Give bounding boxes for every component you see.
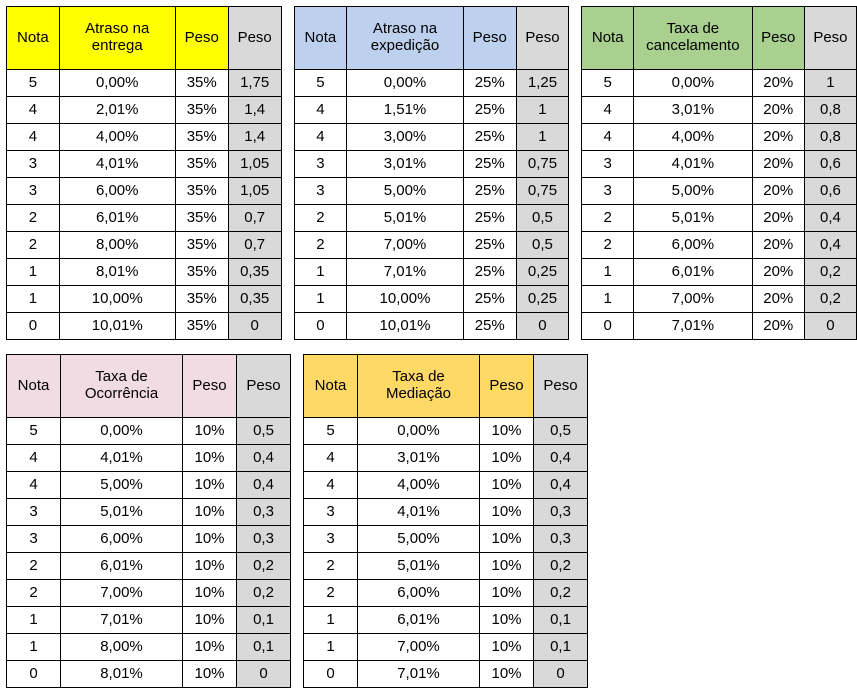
table-row-group-bottom	[6, 354, 857, 688]
cell-peso: 20%	[752, 313, 804, 340]
cell-peso: 20%	[752, 259, 804, 286]
table-taxa-de-cancelamento	[581, 6, 857, 340]
cell-nota: 0	[582, 313, 634, 340]
cell-metric: 2,01%	[59, 97, 175, 124]
table-row	[304, 472, 588, 499]
cell-nota: 4	[582, 124, 634, 151]
cell-peso: 10%	[183, 499, 237, 526]
cell-nota: 5	[304, 418, 358, 445]
cell-peso: 20%	[752, 151, 804, 178]
table-row	[304, 526, 588, 553]
cell-peso-calc: 0,3	[534, 499, 588, 526]
table-row	[7, 232, 282, 259]
cell-peso: 10%	[480, 445, 534, 472]
column-header-nota: Nota	[582, 7, 634, 70]
cell-metric: 7,00%	[347, 232, 464, 259]
cell-peso: 10%	[480, 661, 534, 688]
table-header-row	[7, 355, 291, 418]
cell-peso: 35%	[175, 205, 228, 232]
cell-peso: 10%	[480, 418, 534, 445]
cell-peso-calc: 0,5	[516, 205, 569, 232]
cell-nota: 4	[294, 124, 346, 151]
column-header-peso: Peso	[480, 355, 534, 418]
cell-nota: 4	[7, 472, 61, 499]
cell-metric: 7,00%	[61, 580, 183, 607]
cell-peso-calc: 1,25	[516, 70, 569, 97]
cell-peso-calc: 0,1	[237, 607, 291, 634]
cell-metric: 6,00%	[634, 232, 753, 259]
cell-metric: 10,00%	[59, 286, 175, 313]
table-row	[7, 259, 282, 286]
table-row	[304, 418, 588, 445]
cell-peso-calc: 1	[804, 70, 856, 97]
table-header-row	[7, 7, 282, 70]
cell-peso-calc: 0,25	[516, 286, 569, 313]
table-row	[294, 97, 569, 124]
cell-nota: 0	[7, 661, 61, 688]
table-row	[7, 151, 282, 178]
table-row	[294, 259, 569, 286]
cell-nota: 4	[304, 472, 358, 499]
table-row	[7, 418, 291, 445]
cell-peso-calc: 0,2	[804, 259, 856, 286]
cell-peso-calc: 0,4	[804, 232, 856, 259]
column-header-nota: Nota	[294, 7, 346, 70]
cell-peso-calc: 0,4	[804, 205, 856, 232]
cell-nota: 1	[7, 259, 60, 286]
cell-peso-calc: 0,75	[516, 178, 569, 205]
column-header-peso: Peso	[752, 7, 804, 70]
cell-metric: 5,00%	[634, 178, 753, 205]
cell-peso: 20%	[752, 97, 804, 124]
cell-peso: 10%	[480, 580, 534, 607]
cell-peso: 25%	[463, 70, 516, 97]
cell-nota: 2	[582, 205, 634, 232]
cell-nota: 0	[7, 313, 60, 340]
cell-nota: 5	[7, 418, 61, 445]
cell-nota: 1	[304, 634, 358, 661]
column-header-nota: Nota	[7, 7, 60, 70]
cell-peso-calc: 0	[228, 313, 281, 340]
cell-peso-calc: 0,6	[804, 151, 856, 178]
cell-metric: 7,01%	[358, 661, 480, 688]
table-row	[7, 286, 282, 313]
cell-metric: 1,51%	[347, 97, 464, 124]
cell-nota: 4	[7, 124, 60, 151]
column-header-peso: Peso	[463, 7, 516, 70]
table-row	[7, 499, 291, 526]
cell-metric: 8,01%	[61, 661, 183, 688]
cell-peso: 35%	[175, 124, 228, 151]
cell-peso: 35%	[175, 70, 228, 97]
cell-peso-calc: 1	[516, 124, 569, 151]
cell-peso: 35%	[175, 178, 228, 205]
cell-peso-calc: 0,5	[237, 418, 291, 445]
cell-nota: 3	[294, 151, 346, 178]
cell-peso-calc: 1,4	[228, 97, 281, 124]
cell-nota: 1	[7, 634, 61, 661]
table-row	[7, 472, 291, 499]
table-row	[7, 178, 282, 205]
table-row	[582, 232, 857, 259]
column-header-peso-calc: Peso	[228, 7, 281, 70]
cell-metric: 0,00%	[61, 418, 183, 445]
column-header-nota: Nota	[7, 355, 61, 418]
cell-peso: 10%	[480, 472, 534, 499]
cell-nota: 3	[304, 499, 358, 526]
cell-metric: 6,00%	[61, 526, 183, 553]
cell-peso: 25%	[463, 205, 516, 232]
cell-peso: 20%	[752, 205, 804, 232]
table-header-row	[294, 7, 569, 70]
cell-peso-calc: 0,6	[804, 178, 856, 205]
cell-peso-calc: 0,8	[804, 97, 856, 124]
cell-peso: 25%	[463, 232, 516, 259]
cell-peso: 10%	[480, 526, 534, 553]
table-row	[582, 178, 857, 205]
cell-nota: 3	[294, 178, 346, 205]
cell-metric: 7,01%	[347, 259, 464, 286]
cell-peso-calc: 0,7	[228, 232, 281, 259]
cell-metric: 10,01%	[59, 313, 175, 340]
cell-peso: 20%	[752, 178, 804, 205]
cell-peso: 25%	[463, 97, 516, 124]
cell-nota: 5	[582, 70, 634, 97]
table-row	[7, 634, 291, 661]
table-row	[7, 661, 291, 688]
table-row	[304, 661, 588, 688]
cell-nota: 2	[304, 580, 358, 607]
cell-nota: 1	[582, 259, 634, 286]
cell-peso: 10%	[480, 634, 534, 661]
table-row	[294, 313, 569, 340]
cell-peso-calc: 1,05	[228, 151, 281, 178]
cell-peso-calc: 0,4	[237, 445, 291, 472]
table-header-row	[304, 355, 588, 418]
table-taxa-de-mediacao	[303, 354, 588, 688]
cell-metric: 5,00%	[61, 472, 183, 499]
cell-metric: 6,00%	[59, 178, 175, 205]
cell-nota: 1	[7, 286, 60, 313]
cell-nota: 1	[304, 607, 358, 634]
cell-metric: 0,00%	[634, 70, 753, 97]
cell-peso-calc: 0,2	[534, 580, 588, 607]
cell-peso-calc: 0,5	[516, 232, 569, 259]
table-row	[294, 70, 569, 97]
cell-metric: 5,00%	[358, 526, 480, 553]
cell-metric: 0,00%	[59, 70, 175, 97]
column-header-metric: Atraso na expedição	[347, 7, 464, 70]
cell-peso: 20%	[752, 286, 804, 313]
table-row	[294, 205, 569, 232]
table-row	[7, 553, 291, 580]
cell-metric: 7,01%	[61, 607, 183, 634]
cell-metric: 7,01%	[634, 313, 753, 340]
cell-nota: 4	[7, 97, 60, 124]
cell-nota: 3	[7, 178, 60, 205]
table-taxa-de-ocorrencia	[6, 354, 291, 688]
table-row	[582, 313, 857, 340]
cell-peso: 10%	[183, 580, 237, 607]
table-row	[582, 97, 857, 124]
table-atraso-na-entrega	[6, 6, 282, 340]
cell-peso-calc: 0	[534, 661, 588, 688]
cell-metric: 0,00%	[358, 418, 480, 445]
cell-nota: 2	[304, 553, 358, 580]
cell-metric: 3,00%	[347, 124, 464, 151]
cell-peso-calc: 1,4	[228, 124, 281, 151]
cell-nota: 4	[582, 97, 634, 124]
cell-nota: 2	[7, 205, 60, 232]
column-header-peso-calc: Peso	[804, 7, 856, 70]
column-header-peso-calc: Peso	[534, 355, 588, 418]
cell-peso: 35%	[175, 232, 228, 259]
cell-peso-calc: 0,7	[228, 205, 281, 232]
table-row	[294, 124, 569, 151]
cell-peso-calc: 0,3	[534, 526, 588, 553]
cell-metric: 7,00%	[634, 286, 753, 313]
cell-metric: 4,01%	[634, 151, 753, 178]
cell-peso: 25%	[463, 178, 516, 205]
table-row	[582, 151, 857, 178]
column-header-peso-calc: Peso	[237, 355, 291, 418]
cell-metric: 6,01%	[634, 259, 753, 286]
cell-nota: 2	[7, 232, 60, 259]
table-row	[582, 124, 857, 151]
cell-peso-calc: 0,3	[237, 526, 291, 553]
cell-nota: 2	[582, 232, 634, 259]
cell-metric: 10,01%	[347, 313, 464, 340]
table-row	[294, 286, 569, 313]
cell-peso-calc: 0	[237, 661, 291, 688]
cell-nota: 3	[582, 178, 634, 205]
table-atraso-na-expedicao	[294, 6, 570, 340]
cell-peso: 35%	[175, 151, 228, 178]
cell-metric: 3,01%	[634, 97, 753, 124]
table-row	[7, 97, 282, 124]
cell-metric: 5,01%	[358, 553, 480, 580]
table-row	[7, 607, 291, 634]
column-header-peso: Peso	[175, 7, 228, 70]
cell-peso: 10%	[480, 499, 534, 526]
cell-nota: 5	[294, 70, 346, 97]
cell-metric: 4,01%	[59, 151, 175, 178]
cell-metric: 6,01%	[358, 607, 480, 634]
cell-nota: 2	[7, 580, 61, 607]
table-row	[7, 313, 282, 340]
cell-peso-calc: 0,1	[534, 634, 588, 661]
table-row	[294, 178, 569, 205]
cell-peso-calc: 0,8	[804, 124, 856, 151]
cell-nota: 1	[294, 259, 346, 286]
cell-peso: 10%	[183, 661, 237, 688]
cell-peso: 10%	[183, 553, 237, 580]
cell-nota: 2	[294, 232, 346, 259]
cell-peso: 10%	[183, 607, 237, 634]
cell-metric: 8,00%	[59, 232, 175, 259]
cell-nota: 3	[7, 526, 61, 553]
cell-peso-calc: 0	[516, 313, 569, 340]
cell-nota: 0	[304, 661, 358, 688]
cell-peso-calc: 0,75	[516, 151, 569, 178]
cell-peso-calc: 0,1	[534, 607, 588, 634]
table-row	[7, 70, 282, 97]
table-row	[304, 553, 588, 580]
cell-metric: 3,01%	[358, 445, 480, 472]
cell-peso-calc: 0	[804, 313, 856, 340]
cell-peso-calc: 0,5	[534, 418, 588, 445]
cell-nota: 4	[294, 97, 346, 124]
cell-peso: 35%	[175, 286, 228, 313]
column-header-metric: Taxa de Mediação	[358, 355, 480, 418]
table-row	[7, 205, 282, 232]
cell-metric: 5,01%	[634, 205, 753, 232]
cell-metric: 7,00%	[358, 634, 480, 661]
cell-peso: 25%	[463, 151, 516, 178]
cell-peso: 10%	[183, 445, 237, 472]
cell-peso: 10%	[480, 607, 534, 634]
cell-metric: 10,00%	[347, 286, 464, 313]
cell-metric: 0,00%	[347, 70, 464, 97]
cell-metric: 8,01%	[59, 259, 175, 286]
cell-metric: 4,00%	[634, 124, 753, 151]
cell-nota: 3	[582, 151, 634, 178]
cell-peso: 25%	[463, 286, 516, 313]
table-row	[582, 259, 857, 286]
cell-peso-calc: 0,2	[804, 286, 856, 313]
cell-nota: 1	[7, 607, 61, 634]
cell-metric: 5,00%	[347, 178, 464, 205]
table-row	[294, 151, 569, 178]
cell-peso: 20%	[752, 124, 804, 151]
table-row	[7, 445, 291, 472]
cell-peso: 25%	[463, 313, 516, 340]
cell-peso-calc: 0,1	[237, 634, 291, 661]
cell-metric: 6,01%	[61, 553, 183, 580]
table-row	[582, 286, 857, 313]
column-header-metric: Taxa de cancelamento	[634, 7, 753, 70]
cell-peso: 20%	[752, 70, 804, 97]
table-header-row	[582, 7, 857, 70]
table-row	[7, 580, 291, 607]
cell-peso-calc: 0,4	[534, 445, 588, 472]
cell-nota: 2	[7, 553, 61, 580]
cell-metric: 4,00%	[358, 472, 480, 499]
cell-metric: 5,01%	[61, 499, 183, 526]
cell-peso-calc: 0,35	[228, 259, 281, 286]
cell-peso-calc: 0,2	[237, 580, 291, 607]
table-row	[304, 607, 588, 634]
column-header-metric: Atraso na entrega	[59, 7, 175, 70]
table-row	[294, 232, 569, 259]
table-row	[7, 124, 282, 151]
cell-metric: 6,01%	[59, 205, 175, 232]
cell-peso-calc: 0,35	[228, 286, 281, 313]
cell-peso-calc: 0,25	[516, 259, 569, 286]
column-header-metric: Taxa de Ocorrência	[61, 355, 183, 418]
cell-peso: 35%	[175, 313, 228, 340]
cell-metric: 4,01%	[358, 499, 480, 526]
cell-nota: 4	[7, 445, 61, 472]
column-header-nota: Nota	[304, 355, 358, 418]
cell-nota: 3	[7, 151, 60, 178]
cell-metric: 6,00%	[358, 580, 480, 607]
cell-nota: 3	[304, 526, 358, 553]
cell-peso-calc: 1,05	[228, 178, 281, 205]
cell-peso-calc: 0,4	[534, 472, 588, 499]
column-header-peso-calc: Peso	[516, 7, 569, 70]
table-row	[582, 70, 857, 97]
cell-metric: 8,00%	[61, 634, 183, 661]
table-row	[304, 580, 588, 607]
table-row	[304, 499, 588, 526]
table-row	[582, 205, 857, 232]
cell-metric: 3,01%	[347, 151, 464, 178]
cell-peso-calc: 1,75	[228, 70, 281, 97]
cell-peso: 10%	[183, 634, 237, 661]
cell-metric: 4,00%	[59, 124, 175, 151]
cell-peso-calc: 1	[516, 97, 569, 124]
cell-peso-calc: 0,2	[237, 553, 291, 580]
cell-nota: 3	[7, 499, 61, 526]
cell-peso: 25%	[463, 259, 516, 286]
cell-peso: 35%	[175, 259, 228, 286]
cell-peso: 20%	[752, 232, 804, 259]
column-header-peso: Peso	[183, 355, 237, 418]
cell-peso-calc: 0,4	[237, 472, 291, 499]
table-row-group-top	[6, 6, 857, 340]
cell-peso: 10%	[480, 553, 534, 580]
table-row	[7, 526, 291, 553]
cell-metric: 5,01%	[347, 205, 464, 232]
cell-nota: 4	[304, 445, 358, 472]
table-row	[304, 634, 588, 661]
cell-peso-calc: 0,2	[534, 553, 588, 580]
cell-nota: 1	[582, 286, 634, 313]
cell-peso-calc: 0,3	[237, 499, 291, 526]
cell-peso: 25%	[463, 124, 516, 151]
cell-nota: 0	[294, 313, 346, 340]
cell-metric: 4,01%	[61, 445, 183, 472]
cell-nota: 1	[294, 286, 346, 313]
cell-peso: 35%	[175, 97, 228, 124]
cell-peso: 10%	[183, 472, 237, 499]
cell-peso: 10%	[183, 418, 237, 445]
table-row	[304, 445, 588, 472]
cell-nota: 2	[294, 205, 346, 232]
cell-nota: 5	[7, 70, 60, 97]
cell-peso: 10%	[183, 526, 237, 553]
